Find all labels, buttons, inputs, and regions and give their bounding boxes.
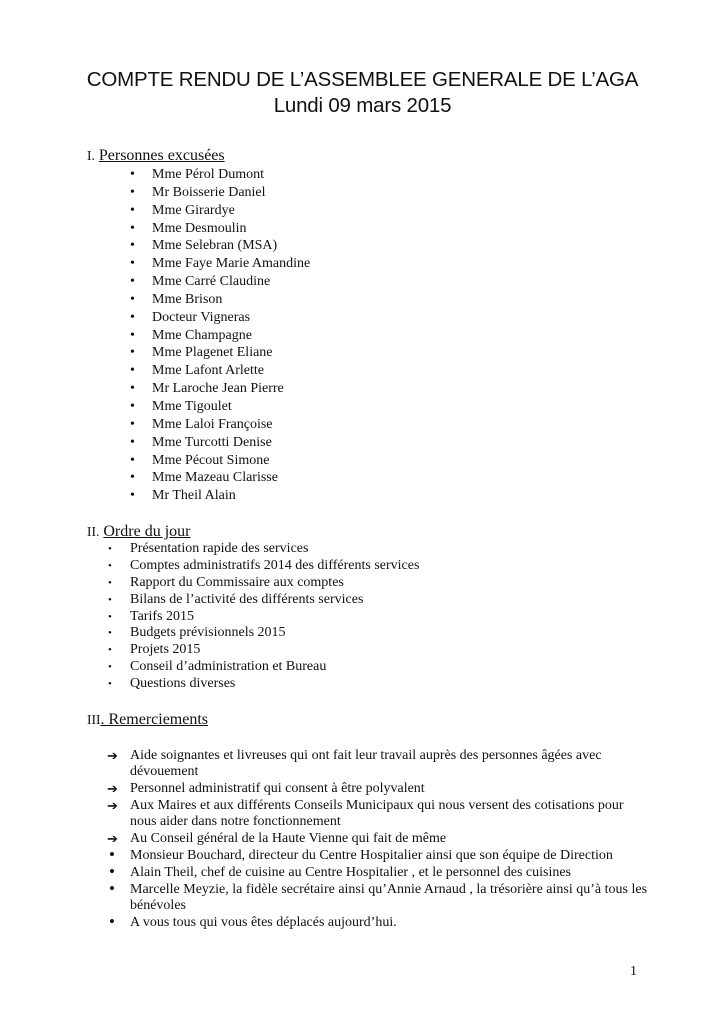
- thanks-item-text: Aux Maires et aux différents Conseils Municipaux qui nous versent des cotisations pour nous aider dans notre fonctionnement: [130, 798, 624, 829]
- thanks-list: [107, 748, 650, 932]
- page-number: 1: [630, 964, 637, 979]
- arrow-right-icon: ➔: [107, 831, 118, 846]
- section-number: I.: [87, 148, 95, 163]
- thanks-item: [107, 748, 650, 780]
- bullet-icon: •: [109, 879, 115, 898]
- absent-person-item: • Mme Mazeau Clarisse: [152, 469, 310, 487]
- absent-person-item: • Mme Desmoulin: [152, 220, 310, 238]
- thanks-item: [107, 781, 650, 797]
- agenda-item: • Bilans de l’activité des différents services: [130, 592, 419, 609]
- thanks-item: [107, 798, 650, 830]
- absent-person-item: • Docteur Vigneras: [152, 309, 310, 327]
- document-title: [0, 67, 725, 119]
- agenda-item: • Comptes administratifs 2014 des différents services: [130, 558, 419, 575]
- thanks-item: [109, 845, 650, 864]
- agenda-item: • Rapport du Commissaire aux comptes: [130, 575, 419, 592]
- absent-person-item: • Mme Tigoulet: [152, 398, 310, 416]
- absent-person-item: • Mme Champagne: [152, 327, 310, 345]
- absent-person-item: • Mme Turcotti Denise: [152, 434, 310, 452]
- agenda-item: • Tarifs 2015: [130, 609, 419, 626]
- section-title: . Remerciements: [100, 711, 209, 728]
- absent-person-item: • Mr Boisserie Daniel: [152, 184, 310, 202]
- thanks-item: [109, 912, 650, 931]
- section-heading-agenda: [87, 522, 190, 542]
- thanks-item: [109, 862, 650, 881]
- bullet-icon: •: [109, 912, 115, 931]
- absent-person-item: • Mme Girardye: [152, 202, 310, 220]
- absent-list: [152, 166, 310, 505]
- thanks-item-text: Alain Theil, chef de cuisine au Centre Hospitalier , et le personnel des cuisines: [130, 865, 571, 880]
- bullet-icon: •: [109, 862, 115, 881]
- title-line-1: COMPTE RENDU DE L’ASSEMBLEE GENERALE DE L’AGA: [86, 68, 639, 91]
- thanks-item-text: A vous tous qui vous êtes déplacés aujourd’hui.: [130, 915, 397, 930]
- thanks-item-text: Aide soignantes et livreuses qui ont fait leur travail auprès des personnes âgées avec dévouement: [130, 748, 602, 779]
- absent-person-item: • Mme Plagenet Eliane: [152, 344, 310, 362]
- agenda-item: • Questions diverses: [130, 676, 419, 693]
- absent-person-item: • Mme Lafont Arlette: [152, 362, 310, 380]
- absent-person-item: • Mr Laroche Jean Pierre: [152, 380, 310, 398]
- thanks-item-text: Au Conseil général de la Haute Vienne qui fait de même: [130, 831, 447, 846]
- agenda-item: • Présentation rapide des services: [130, 541, 419, 558]
- thanks-item: [107, 831, 650, 847]
- section-number: III: [87, 712, 101, 727]
- absent-person-item: • Mme Pécout Simone: [152, 452, 310, 470]
- thanks-item: [109, 879, 650, 914]
- arrow-right-icon: ➔: [107, 798, 118, 813]
- thanks-item-text: Marcelle Meyzie, la fidèle secrétaire ainsi qu’Annie Arnaud , la trésorière ainsi qu’à tous les bénévoles: [130, 882, 648, 913]
- section-title: Ordre du jour: [103, 523, 191, 540]
- arrow-right-icon: ➔: [107, 748, 118, 763]
- thanks-item-text: Personnel administratif qui consent à être polyvalent: [130, 781, 425, 796]
- absent-person-item: • Mme Faye Marie Amandine: [152, 255, 310, 273]
- thanks-item-text: Monsieur Bouchard, directeur du Centre Hospitalier ainsi que son équipe de Direction: [130, 848, 613, 863]
- absent-person-item: • Mme Carré Claudine: [152, 273, 310, 291]
- absent-person-item: • Mme Selebran (MSA): [152, 237, 310, 255]
- bullet-icon: •: [109, 845, 115, 864]
- absent-person-item: • Mme Pérol Dumont: [152, 166, 310, 184]
- section-heading-thanks: [87, 710, 208, 730]
- arrow-right-icon: ➔: [107, 781, 118, 796]
- absent-person-item: • Mme Laloi Françoise: [152, 416, 310, 434]
- agenda-list: [130, 541, 419, 693]
- section-heading-absent: [87, 146, 225, 166]
- absent-person-item: • Mme Brison: [152, 291, 310, 309]
- title-line-2: Lundi 09 mars 2015: [273, 94, 452, 117]
- agenda-item: • Budgets prévisionnels 2015: [130, 625, 419, 642]
- section-number: II.: [87, 524, 100, 539]
- agenda-item: • Projets 2015: [130, 642, 419, 659]
- section-title: Personnes excusées: [98, 147, 225, 164]
- absent-person-item: • Mr Theil Alain: [152, 487, 310, 505]
- agenda-item: • Conseil d’administration et Bureau: [130, 659, 419, 676]
